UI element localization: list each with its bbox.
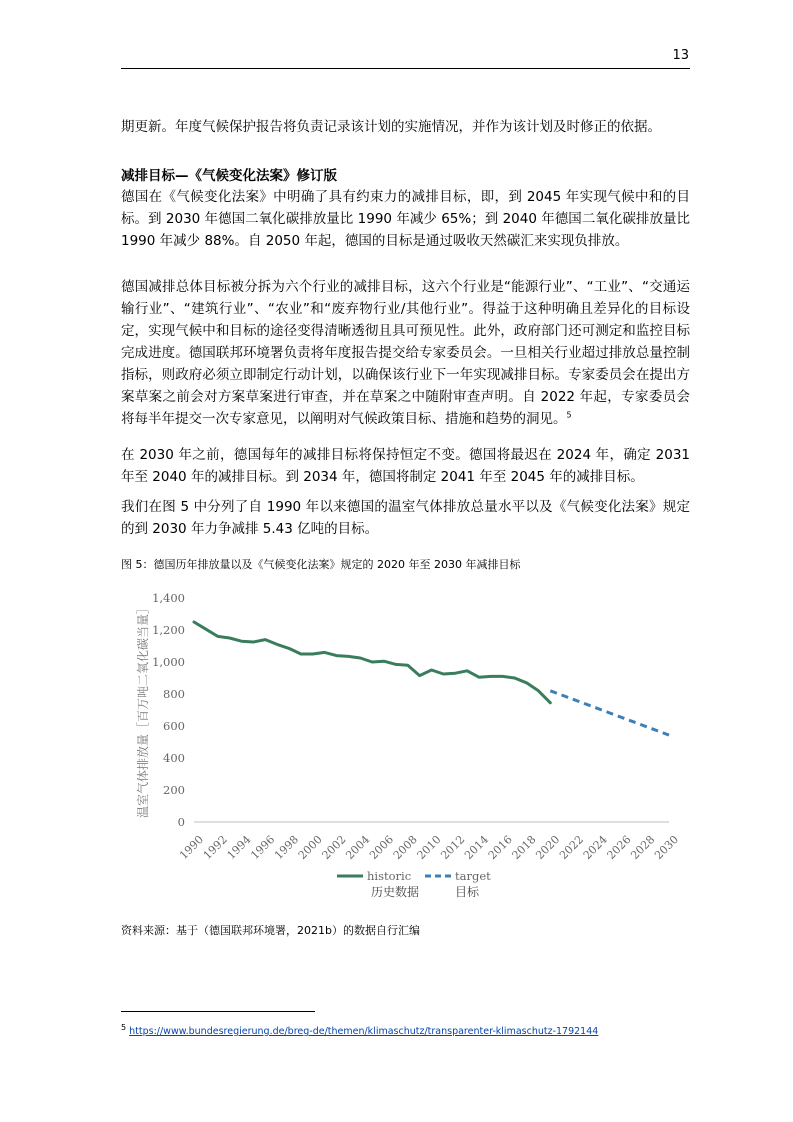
footnote [121, 1022, 599, 1037]
section-heading: 减排目标—《气候变化法案》修订版 [121, 168, 337, 184]
paragraph-5: 我们在图 5 中分列了自 1990 年以来德国的温室气体排放总量水平以及《气候变化法案》规定的到 2030 年力争减排 5.43 亿吨的目标。 [121, 499, 690, 537]
legend-label-historic: historic [367, 869, 412, 883]
paragraph-2: 德国在《气候变化法案》中明确了具有约束力的减排目标，即，到 2045 年实现气候中和的目标。到 2030 年德国二氧化碳排放量比 1990 年减少 65%；到 2040 年德国二氧化碳排放量比 1990 年减少 88%。自 2050 年起，德国的目标是通过吸收天然碳汇来实现负排放。 [121, 189, 690, 249]
x-tick-label: 2020 [533, 833, 563, 863]
series-line-historic [194, 622, 550, 703]
y-tick-label: 400 [163, 751, 185, 765]
paragraph-3 [121, 276, 690, 430]
x-tick-label: 1992 [200, 833, 230, 863]
x-tick-label: 2024 [580, 833, 610, 863]
x-tick-label: 2014 [462, 833, 492, 863]
footnote-link[interactable]: https://www.bundesregierung.de/breg-de/themen/klimaschutz/transparenter-klimaschutz-1792144 [129, 1026, 599, 1037]
y-tick-label: 600 [163, 719, 185, 733]
y-tick-label: 800 [163, 687, 185, 701]
x-tick-label: 2026 [604, 833, 634, 863]
x-tick-label: 2018 [509, 833, 539, 863]
x-tick-label: 2012 [438, 833, 468, 863]
series-lines [194, 622, 669, 735]
figure-source: 资料来源：基于（德国联邦环境署，2021b）的数据自行汇编 [121, 924, 420, 937]
footnote-ref[interactable]: 5 [566, 410, 572, 420]
paragraph-1: 期更新。年度气候保护报告将负责记录该计划的实施情况，并作为该计划及时修正的依据。 [121, 119, 661, 135]
paragraph-3-text: 德国减排总体目标被分拆为六个行业的减排目标，这六个行业是“能源行业”、“工业”、“交通运输行业”、“建筑行业”、“农业”和“废弃物行业/其他行业”。得益于这种明确且差异化的目标设定，实现气候中和目标的途径变得清晰透彻且具可预见性。此外，政府部门还可测定和监控目标完成进度。德国联邦环境署负责将年度报告提交给专家委员会。一旦相关行业超过排放总量控制指标，则政府必须立即制定行动计划，以确保该行业下一年实现减排目标。专家委员会在提出方案草案之前会对方案草案进行审查，并在草案之中随附审查声明。自 2022 年起，专家委员会将每半年提交一次专家意见，以阐明对气候政策目标、措施和趋势的洞见。 [121, 279, 690, 427]
x-tick-label: 2028 [628, 833, 658, 863]
x-tick-label: 2006 [367, 833, 397, 863]
legend-label-cn-target: 目标 [455, 885, 480, 899]
x-tick-label: 2030 [652, 833, 682, 863]
page-number: 13 [672, 48, 689, 63]
y-tick-label: 1,400 [152, 591, 185, 605]
x-tick-label: 2016 [485, 833, 515, 863]
x-tick-label: 2002 [319, 833, 349, 863]
emissions-chart [121, 572, 690, 910]
y-axis-label: 温室气体排放量［百万吨二氧化碳当量］ [136, 601, 150, 819]
x-axis-ticks [177, 833, 681, 862]
y-tick-label: 200 [163, 783, 185, 797]
y-tick-label: 1,200 [152, 623, 185, 637]
header-rule [121, 68, 690, 69]
figure-caption: 图 5：德国历年排放量以及《气候变化法案》规定的 2020 年至 2030 年减排目标 [121, 558, 521, 571]
legend-label-target: target [455, 869, 491, 883]
footnote-rule [121, 1011, 315, 1012]
y-axis-ticks [152, 591, 185, 829]
series-line-target [550, 691, 669, 735]
x-tick-label: 2004 [343, 833, 373, 863]
x-tick-label: 1994 [224, 833, 254, 863]
x-tick-label: 2022 [557, 833, 587, 863]
paragraph-4: 在 2030 年之前，德国每年的减排目标将保持恒定不变。德国将最迟在 2024 年，确定 2031 年至 2040 年的减排目标。到 2034 年，德国将制定 2041 年至 2045 年的减排目标。 [121, 447, 690, 485]
y-tick-label: 0 [177, 815, 185, 829]
legend [337, 869, 491, 899]
y-tick-label: 1,000 [152, 655, 185, 669]
x-tick-label: 2000 [295, 833, 325, 863]
x-tick-label: 1996 [248, 833, 278, 863]
footnote-number: 5 [121, 1022, 127, 1032]
x-tick-label: 1990 [177, 833, 207, 863]
x-tick-label: 2008 [390, 833, 420, 863]
x-tick-label: 2010 [414, 833, 444, 863]
legend-label-cn-historic: 历史数据 [371, 885, 420, 899]
x-tick-label: 1998 [272, 833, 302, 863]
